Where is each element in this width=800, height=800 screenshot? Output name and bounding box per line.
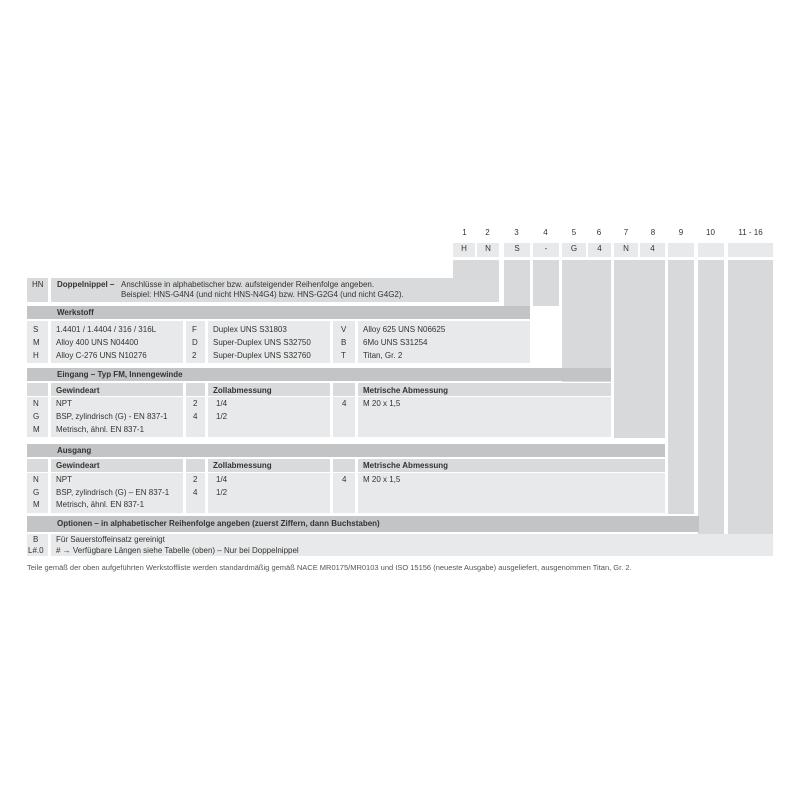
ausgang-zoll-text-2: 1/4 [216, 475, 228, 484]
werkstoff-code-t: T [341, 351, 346, 360]
optionen-code-b: B [33, 535, 39, 544]
hn-example: Beispiel: HNS-G4N4 (und nicht HNS-N4G4) bzw. HNS-G2G4 (und nicht G4G2). [121, 290, 404, 299]
pos-value-10 [698, 243, 724, 257]
ausgang-gewinde-text-g: BSP, zylindrisch (G) – EN 837-1 [56, 488, 170, 497]
ausgang-gewinde-code-n: N [33, 475, 39, 484]
pos-value-1: H [453, 243, 475, 257]
eingang-zoll-title: Zollabmessung [213, 386, 272, 395]
connector-7-8 [614, 260, 665, 438]
eingang-divider-4 [330, 383, 333, 437]
werkstoff-text-b: 6Mo UNS S31254 [363, 338, 428, 347]
optionen-code-l: L#.0 [28, 546, 44, 555]
werkstoff-code-2: 2 [192, 351, 197, 360]
werkstoff-code-d: D [192, 338, 198, 347]
ausgang-zoll-code-4: 4 [193, 488, 198, 497]
werkstoff-divider-4 [330, 321, 333, 363]
ausgang-gewinde-code-m: M [33, 500, 40, 509]
eingang-subheader-bar [27, 383, 611, 396]
pos-label-5: 5 [571, 228, 577, 237]
werkstoff-divider-3 [205, 321, 208, 363]
ausgang-metr-text-4: M 20 x 1,5 [363, 475, 401, 484]
eingang-metr-text-4: M 20 x 1,5 [363, 399, 401, 408]
ausgang-subheader-bar [27, 459, 665, 472]
eingang-zoll-text-2: 1/4 [216, 399, 228, 408]
werkstoff-code-s: S [33, 325, 39, 334]
eingang-gewinde-text-g: BSP, zylindrisch (G) - EN 837-1 [56, 412, 168, 421]
connector-9 [668, 260, 694, 514]
ausgang-divider-5 [355, 459, 358, 513]
eingang-metr-title: Metrische Abmessung [363, 386, 449, 395]
werkstoff-divider-2 [183, 321, 186, 363]
connector-5-6 [562, 260, 611, 382]
hn-description: Anschlüsse in alphabetischer bzw. aufsteigender Reihenfolge angeben. [121, 280, 375, 289]
werkstoff-text-t: Titan, Gr. 2 [363, 351, 403, 360]
pos-label-2: 2 [485, 228, 490, 237]
werkstoff-text-f: Duplex UNS S31803 [213, 325, 287, 334]
werkstoff-code-v: V [341, 325, 347, 334]
pos-label-7: 7 [623, 228, 629, 237]
eingang-divider-2 [183, 383, 186, 437]
pos-value-2: N [477, 243, 499, 257]
eingang-metr-code-4: 4 [342, 399, 347, 408]
werkstoff-text-h: Alloy C-276 UNS N10276 [56, 351, 147, 360]
ausgang-zoll-title: Zollabmessung [213, 461, 272, 470]
werkstoff-text-v: Alloy 625 UNS N06625 [363, 325, 446, 334]
optionen-text-l: # → Verfügbare Längen siehe Tabelle (oben) – Nur bei Doppelnippel [56, 546, 299, 555]
ausgang-title: Ausgang [57, 446, 92, 455]
eingang-divider-5 [355, 383, 358, 437]
ausgang-divider-3 [205, 459, 208, 513]
connector-10 [698, 260, 724, 534]
ausgang-zoll-code-2: 2 [193, 475, 198, 484]
connector-11-16 [728, 260, 773, 556]
pos-value-4: - [533, 243, 559, 257]
pos-value-9 [668, 243, 694, 257]
connector-4 [533, 260, 559, 306]
optionen-text-b: Für Sauerstoffeinsatz gereinigt [56, 535, 165, 544]
ausgang-divider-2 [183, 459, 186, 513]
ausgang-metr-title: Metrische Abmessung [363, 461, 449, 470]
eingang-gewinde-text-m: Metrisch, ähnl. EN 837-1 [56, 425, 145, 434]
ausgang-divider-4 [330, 459, 333, 513]
optionen-divider [48, 534, 51, 556]
ausgang-gewinde-text-m: Metrisch, ähnl. EN 837-1 [56, 500, 145, 509]
hn-code-divider [48, 278, 51, 302]
hn-code: HN [32, 280, 44, 289]
werkstoff-text-m: Alloy 400 UNS N04400 [56, 338, 139, 347]
eingang-divider-1 [48, 383, 51, 437]
pos-value-8: 4 [640, 243, 665, 257]
pos-label-8: 8 [650, 228, 656, 237]
pos-value-6: 4 [588, 243, 611, 257]
pos-label-1: 1 [462, 228, 467, 237]
eingang-divider-3 [205, 383, 208, 437]
eingang-gewinde-code-n: N [33, 399, 39, 408]
pos-label-4: 4 [543, 228, 548, 237]
werkstoff-text-s: 1.4401 / 1.4404 / 316 / 316L [56, 325, 157, 334]
hn-title: Doppelnippel – [57, 280, 115, 289]
ausgang-gewinde-text-n: NPT [56, 475, 72, 484]
ausgang-gewindeart-title: Gewindeart [56, 461, 100, 470]
eingang-zoll-code-2: 2 [193, 399, 198, 408]
ausgang-zoll-text-4: 1/2 [216, 488, 228, 497]
pos-value-11-16 [728, 243, 773, 257]
eingang-gewinde-code-m: M [33, 425, 40, 434]
werkstoff-code-m: M [33, 338, 40, 347]
ausgang-gewinde-code-g: G [33, 488, 40, 497]
pos-label-10: 10 [706, 228, 715, 237]
eingang-zoll-code-4: 4 [193, 412, 198, 421]
pos-value-5: G [562, 243, 586, 257]
ausgang-metr-code-4: 4 [342, 475, 347, 484]
connector-3 [504, 260, 530, 306]
connector-1-2 [453, 260, 499, 278]
werkstoff-code-h: H [33, 351, 39, 360]
werkstoff-text-d: Super-Duplex UNS S32750 [213, 338, 311, 347]
pos-value-7: N [614, 243, 638, 257]
werkstoff-text-2: Super-Duplex UNS S32760 [213, 351, 311, 360]
eingang-title: Eingang – Typ FM, Innengewinde [57, 370, 183, 379]
pos-label-9: 9 [678, 228, 684, 237]
pos-label-11-16: 11 - 16 [738, 228, 763, 237]
werkstoff-divider-1 [48, 321, 51, 363]
werkstoff-header-bar [27, 306, 530, 319]
footnote: Teile gemäß der oben aufgeführten Werkstoffliste werden standardmäßig gemäß NACE MR0175/MR0103 und ISO 15156 (neueste Ausgabe) ausgeliefert, ausgenommen Titan, Gr. 2. [27, 563, 632, 572]
eingang-gewinde-code-g: G [33, 412, 40, 421]
pos-value-3: S [504, 243, 530, 257]
ausgang-header-bar [27, 444, 665, 457]
eingang-gewinde-text-n: NPT [56, 399, 72, 408]
eingang-zoll-text-4: 1/2 [216, 412, 228, 421]
werkstoff-code-b: B [341, 338, 347, 347]
ausgang-divider-1 [48, 459, 51, 513]
werkstoff-title: Werkstoff [57, 308, 94, 317]
pos-label-3: 3 [514, 228, 519, 237]
werkstoff-code-f: F [192, 325, 197, 334]
optionen-title: Optionen – in alphabetischer Reihenfolge angeben (zuerst Ziffern, dann Buchstaben) [57, 519, 380, 528]
eingang-gewindeart-title: Gewindeart [56, 386, 100, 395]
werkstoff-divider-5 [355, 321, 358, 363]
pos-label-6: 6 [596, 228, 602, 237]
